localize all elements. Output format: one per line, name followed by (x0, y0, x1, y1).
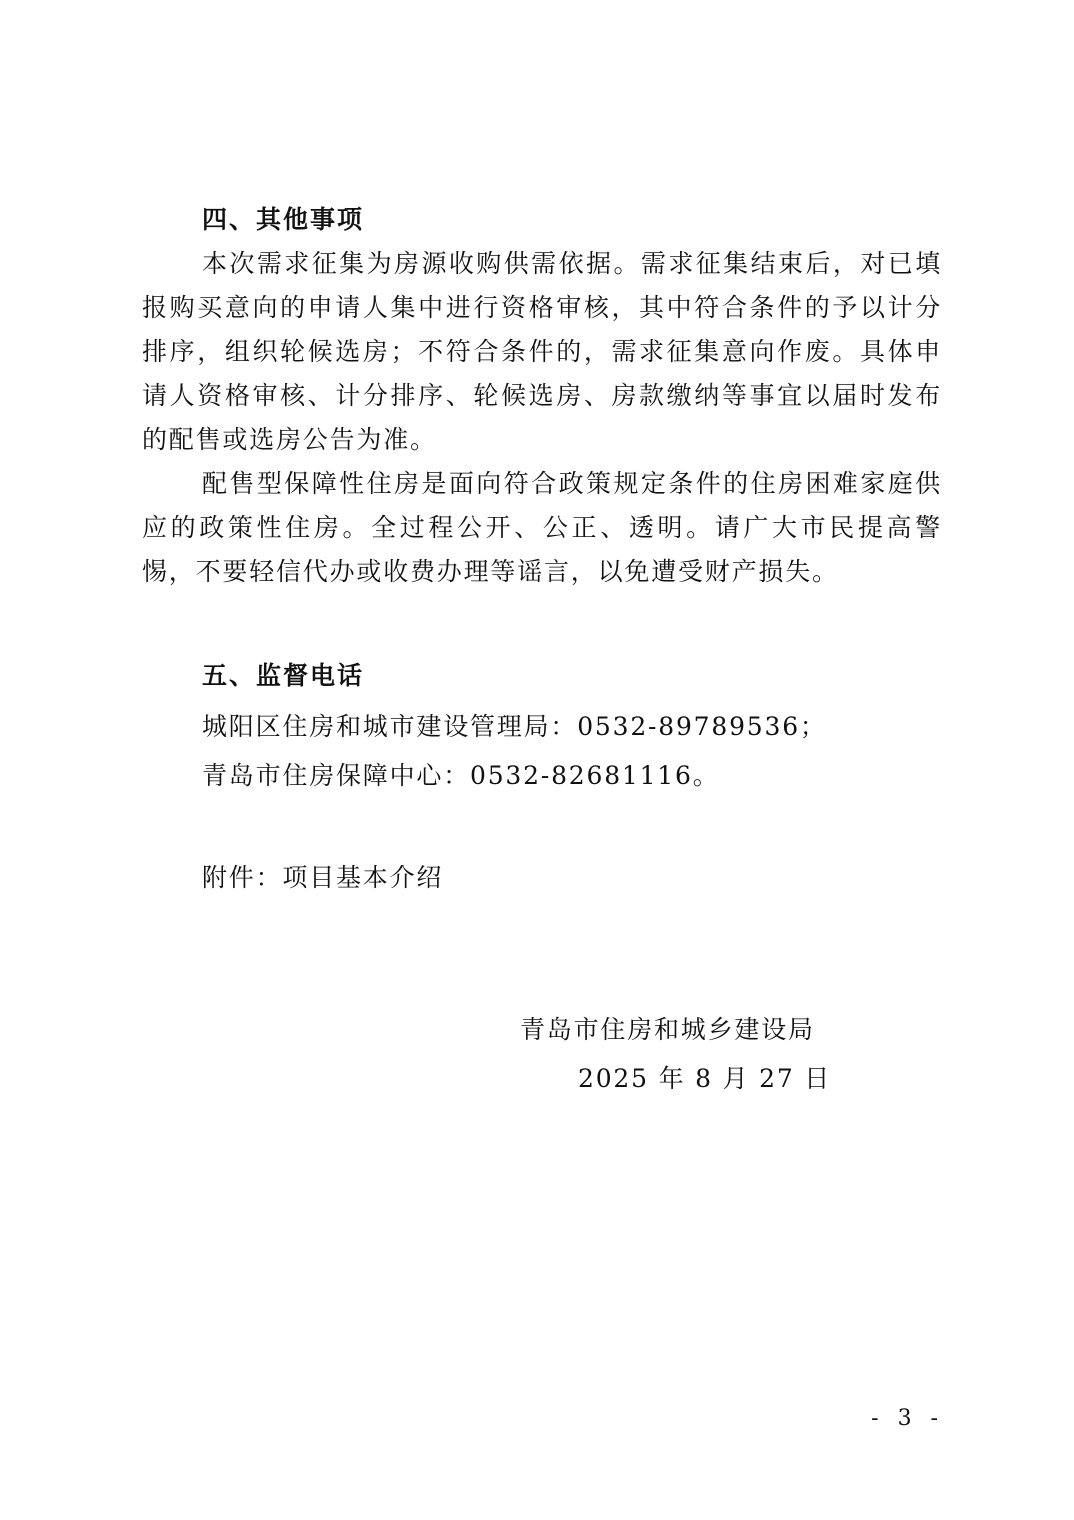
signature-org: 青岛市住房和城乡建设局 (520, 1015, 815, 1044)
paragraph-policy-housing: 配售型保障性住房是面向符合政策规定条件的住房困难家庭供应的政策性住房。全过程公开、公正、透明。请广大市民提高警惕，不要轻信代办或收费办理等谣言，以免遭受财产损失。 (142, 469, 942, 586)
paragraph-selection-process: 本次需求征集为房源收购供需依据。需求征集结束后，对已填报购买意向的申请人集中进行资格审核，其中符合条件的予以计分排序，组织轮候选房；不符合条件的，需求征集意向作废。具体申请人资格审核、计分排序、轮候选房、房款缴纳等事宜以届时发布的配售或选房公告为准。 (142, 249, 942, 454)
hotline-qingdao: 青岛市住房保障中心：0532-82681116。 (202, 761, 720, 790)
hotline-chengyang: 城阳区住房和城市建设管理局：0532-89789536； (202, 712, 827, 741)
attachment-note: 附件：项目基本介绍 (202, 863, 444, 892)
section-four-heading: 四、其他事项 (202, 205, 365, 234)
section-four-body (142, 242, 942, 594)
section-five-heading: 五、监督电话 (202, 661, 365, 690)
signature-date: 2025 年 8 月 27 日 (578, 1064, 832, 1093)
page-number: - 3 - (871, 1406, 944, 1431)
